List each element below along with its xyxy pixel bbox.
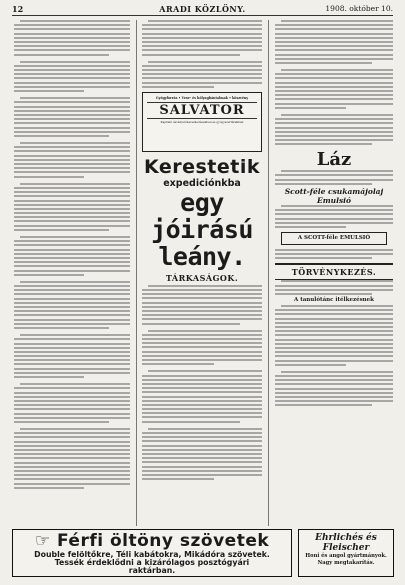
text-line	[142, 338, 262, 340]
salvator-advertisement	[142, 92, 262, 152]
text-line	[142, 33, 262, 35]
text-line	[275, 143, 372, 145]
text-line	[14, 146, 130, 148]
text-line	[275, 86, 393, 88]
text-line	[20, 61, 130, 63]
text-line	[275, 73, 393, 75]
salvator-logo: SALVATOR	[147, 102, 257, 119]
text-line	[14, 487, 84, 489]
text-line	[142, 387, 262, 389]
text-line	[14, 483, 130, 485]
text-line	[142, 24, 262, 26]
text-line	[275, 179, 393, 181]
text-line	[14, 114, 130, 116]
text-line	[148, 61, 262, 63]
text-line	[20, 20, 130, 22]
text-line	[281, 305, 393, 307]
text-line	[14, 372, 130, 374]
text-line	[20, 142, 130, 144]
salvator-top-text: Gyógyforrás • Vese- és hólyagbántalmak • köszvény	[155, 95, 249, 100]
text-line	[281, 114, 393, 116]
text-line	[275, 326, 393, 328]
text-line	[275, 375, 393, 377]
text-line	[275, 226, 346, 228]
text-line	[148, 330, 262, 332]
text-line	[275, 222, 393, 224]
text-line	[142, 302, 262, 304]
text-line	[14, 474, 130, 476]
banner-line: raktárban.	[128, 566, 176, 575]
text-line	[275, 54, 393, 56]
emulsio-heading: Scott-féle csukamájolaj Emulsió	[284, 187, 384, 205]
text-line	[142, 41, 262, 43]
text-line	[142, 404, 262, 406]
text-line	[275, 41, 393, 43]
text-line	[142, 461, 262, 463]
text-line	[20, 334, 130, 336]
kerestetik-subheading: expediciónkba	[163, 177, 241, 189]
text-line	[275, 45, 393, 47]
text-line	[275, 107, 346, 109]
text-line	[275, 388, 393, 390]
text-line	[275, 289, 393, 291]
text-line	[275, 347, 393, 349]
text-line	[275, 383, 393, 385]
text-line	[142, 54, 240, 56]
text-line	[275, 77, 393, 79]
text-line	[14, 90, 84, 92]
text-line	[142, 82, 262, 84]
text-line	[275, 139, 393, 141]
banner-line: Double felöltőkre, Téli kabátokra, Mikádóra szövetek.	[34, 550, 270, 559]
text-line	[142, 470, 262, 472]
text-line	[148, 20, 262, 22]
text-line	[142, 310, 262, 312]
issue-date: 1908. október 10.	[325, 4, 393, 13]
scott-emulsio-box	[281, 232, 387, 245]
text-line	[275, 82, 393, 84]
laz-advertisement	[275, 149, 393, 259]
text-line	[14, 208, 130, 210]
text-line	[275, 94, 393, 96]
text-line	[281, 205, 393, 207]
text-line	[14, 200, 130, 202]
text-line	[275, 309, 393, 311]
text-line	[14, 24, 130, 26]
fleischer-advertisement	[298, 529, 394, 577]
text-line	[275, 131, 393, 133]
text-line	[14, 310, 130, 312]
text-line	[275, 404, 372, 406]
text-line	[142, 449, 262, 451]
text-line	[14, 225, 130, 227]
text-line	[142, 375, 262, 377]
text-line	[275, 33, 393, 35]
text-line	[142, 396, 262, 398]
text-line	[142, 416, 262, 418]
text-line	[14, 229, 109, 231]
banner-line: Tessék érdeklődni a kizárólagos posztógyári	[54, 558, 250, 567]
text-line	[14, 421, 109, 423]
column-1	[14, 20, 130, 491]
text-line	[275, 37, 393, 39]
text-line	[14, 441, 130, 443]
article-text-block	[275, 20, 393, 145]
text-line	[14, 118, 130, 120]
text-line	[14, 54, 109, 56]
text-line	[275, 103, 393, 105]
newspaper-title: ARADI KÖZLÖNY.	[159, 4, 246, 14]
text-line	[148, 428, 262, 430]
text-line	[142, 440, 262, 442]
text-line	[14, 150, 130, 152]
text-line	[275, 135, 393, 137]
article-text-block	[142, 20, 262, 88]
text-line	[275, 118, 393, 120]
text-line	[14, 302, 130, 304]
text-line	[275, 257, 372, 259]
text-line	[142, 457, 262, 459]
text-line	[281, 20, 393, 22]
text-line	[14, 28, 130, 30]
text-line	[14, 392, 130, 394]
text-line	[20, 281, 130, 283]
text-line	[281, 371, 393, 373]
text-line	[14, 319, 130, 321]
text-line	[275, 318, 393, 320]
text-line	[275, 183, 372, 185]
text-line	[275, 58, 393, 60]
text-line	[275, 334, 393, 336]
text-line	[14, 187, 130, 189]
text-line	[14, 298, 130, 300]
text-line	[275, 285, 393, 287]
text-line	[142, 37, 262, 39]
text-line	[275, 98, 393, 100]
text-line	[14, 387, 130, 389]
text-line	[142, 73, 262, 75]
pointing-hand-icon: ☞	[34, 531, 51, 551]
text-line	[275, 364, 346, 366]
text-line	[142, 293, 262, 295]
fleischer-line: Honi és angol gyártmányok.	[305, 553, 387, 559]
text-line	[20, 236, 130, 238]
text-line	[14, 457, 130, 459]
text-line	[14, 240, 130, 242]
text-line	[142, 86, 214, 88]
text-line	[14, 257, 130, 259]
text-line	[14, 131, 130, 133]
kerestetik-heading: Kerestetik	[143, 155, 261, 178]
text-line	[14, 220, 130, 222]
text-line	[14, 86, 130, 88]
kerestetik-advertisement	[142, 156, 262, 270]
text-line	[14, 466, 130, 468]
text-line	[14, 49, 130, 51]
text-line	[14, 470, 130, 472]
text-line	[14, 400, 130, 402]
text-line	[275, 249, 393, 251]
text-line	[14, 155, 130, 157]
text-line	[142, 379, 262, 381]
text-line	[142, 289, 262, 291]
text-line	[142, 297, 262, 299]
text-line	[14, 270, 130, 272]
text-line	[142, 323, 240, 325]
text-line	[148, 370, 262, 372]
text-line	[14, 135, 109, 137]
text-line	[142, 408, 262, 410]
column-divider	[268, 20, 269, 526]
header-rule	[12, 15, 393, 16]
text-line	[275, 322, 393, 324]
text-line	[14, 355, 130, 357]
page-number: 12	[12, 4, 24, 14]
text-line	[20, 383, 130, 385]
text-line	[14, 191, 130, 193]
section-heading: TÖRVÉNYKEZÉS.	[275, 263, 393, 280]
text-line	[142, 400, 262, 402]
text-line	[142, 432, 262, 434]
text-line	[275, 209, 393, 211]
text-line	[142, 45, 262, 47]
text-line	[14, 359, 130, 361]
column-3	[275, 20, 393, 409]
text-line	[14, 347, 130, 349]
text-line	[142, 351, 262, 353]
text-line	[275, 49, 393, 51]
laz-heading: Láz	[316, 149, 352, 171]
text-line	[142, 359, 262, 361]
text-line	[14, 65, 130, 67]
text-line	[14, 323, 130, 325]
text-line	[14, 376, 84, 378]
text-line	[142, 391, 262, 393]
column-2	[142, 20, 262, 482]
text-line	[275, 313, 393, 315]
text-line	[142, 436, 262, 438]
column-divider	[136, 20, 137, 526]
text-line	[14, 306, 130, 308]
text-line	[281, 69, 393, 71]
text-line	[14, 453, 130, 455]
text-line	[275, 351, 393, 353]
text-line	[14, 413, 130, 415]
text-line	[142, 65, 262, 67]
text-line	[275, 360, 393, 362]
text-line	[142, 314, 262, 316]
text-line	[275, 127, 393, 129]
text-line	[142, 77, 262, 79]
article-text-block	[275, 305, 393, 406]
text-line	[275, 379, 393, 381]
text-line	[14, 432, 130, 434]
text-line	[14, 110, 130, 112]
fleischer-line: Nagy megtakarítás.	[317, 560, 375, 566]
text-line	[14, 176, 84, 178]
text-line	[14, 122, 130, 124]
text-line	[275, 28, 393, 30]
text-line	[14, 253, 130, 255]
text-line	[14, 363, 130, 365]
text-line	[142, 466, 262, 468]
text-line	[275, 330, 393, 332]
article-text-block	[14, 20, 130, 489]
text-line	[14, 77, 130, 79]
text-line	[14, 127, 130, 129]
text-line	[14, 33, 130, 35]
text-line	[142, 334, 262, 336]
text-line	[142, 306, 262, 308]
text-line	[275, 213, 393, 215]
text-line	[142, 318, 262, 320]
text-line	[14, 338, 130, 340]
text-line	[14, 265, 130, 267]
text-line	[14, 449, 130, 451]
text-line	[142, 421, 240, 423]
text-line	[142, 355, 262, 357]
text-line	[14, 244, 130, 246]
text-line	[275, 339, 393, 341]
text-line	[142, 474, 262, 476]
text-line	[14, 274, 84, 276]
text-line	[14, 343, 130, 345]
salvator-bottom-text: Kapható ásványvízkereskedésekben és gyógyszertárakban	[160, 119, 244, 124]
text-line	[142, 478, 214, 480]
text-line	[275, 218, 393, 220]
text-line	[148, 285, 262, 287]
text-line	[14, 159, 130, 161]
text-line	[14, 249, 130, 251]
fleischer-headline: Ehrlichés és Fleischer	[315, 533, 377, 553]
text-line	[275, 174, 393, 176]
text-line	[275, 90, 393, 92]
text-line	[14, 408, 130, 410]
text-line	[14, 417, 130, 419]
text-line	[14, 204, 130, 206]
text-line	[14, 171, 130, 173]
text-line	[20, 428, 130, 430]
text-line	[14, 445, 130, 447]
text-line	[14, 327, 109, 329]
fabric-advertisement-banner	[12, 529, 292, 577]
text-line	[14, 82, 130, 84]
text-line	[14, 436, 130, 438]
text-line	[14, 314, 130, 316]
text-line	[275, 355, 393, 357]
text-line	[20, 183, 130, 185]
text-line	[14, 167, 130, 169]
scott-box-text: A SCOTT-féle EMULSIÓ	[297, 234, 371, 241]
text-line	[142, 412, 262, 414]
text-line	[14, 478, 130, 480]
text-line	[142, 363, 214, 365]
text-line	[14, 41, 130, 43]
text-line	[142, 49, 262, 51]
text-line	[14, 351, 130, 353]
text-line	[14, 45, 130, 47]
text-line	[142, 453, 262, 455]
text-line	[275, 400, 393, 402]
text-line	[275, 253, 393, 255]
text-line	[14, 396, 130, 398]
text-line	[275, 122, 393, 124]
text-line	[14, 212, 130, 214]
text-line	[20, 97, 130, 99]
banner-headline	[13, 531, 291, 551]
text-line	[14, 216, 130, 218]
text-line	[142, 445, 262, 447]
text-line	[275, 343, 393, 345]
text-line	[142, 346, 262, 348]
text-line	[142, 69, 262, 71]
kerestetik-main-line: egy jóirású leány.	[151, 187, 253, 271]
text-line	[14, 69, 130, 71]
text-line	[281, 280, 393, 282]
text-line	[14, 368, 130, 370]
text-line	[14, 293, 130, 295]
text-line	[142, 28, 262, 30]
article-text-block	[142, 285, 262, 480]
text-line	[275, 392, 393, 394]
text-line	[14, 261, 130, 263]
text-line	[14, 37, 130, 39]
text-line	[142, 342, 262, 344]
text-line	[14, 101, 130, 103]
text-line	[14, 106, 130, 108]
text-line	[142, 383, 262, 385]
subsection-heading: A tanulótánc itélkezésnek	[294, 297, 374, 304]
text-line	[14, 195, 130, 197]
text-line	[275, 293, 372, 295]
text-line	[275, 62, 372, 64]
section-heading: TÁRKASÁGOK.	[165, 272, 239, 283]
text-line	[14, 73, 130, 75]
text-line	[275, 24, 393, 26]
text-line	[14, 462, 130, 464]
text-line	[14, 163, 130, 165]
text-line	[14, 285, 130, 287]
text-line	[275, 396, 393, 398]
text-line	[281, 170, 393, 172]
text-line	[14, 289, 130, 291]
banner-headline-text: Férfi öltöny szövetek	[57, 531, 270, 551]
text-line	[14, 404, 130, 406]
